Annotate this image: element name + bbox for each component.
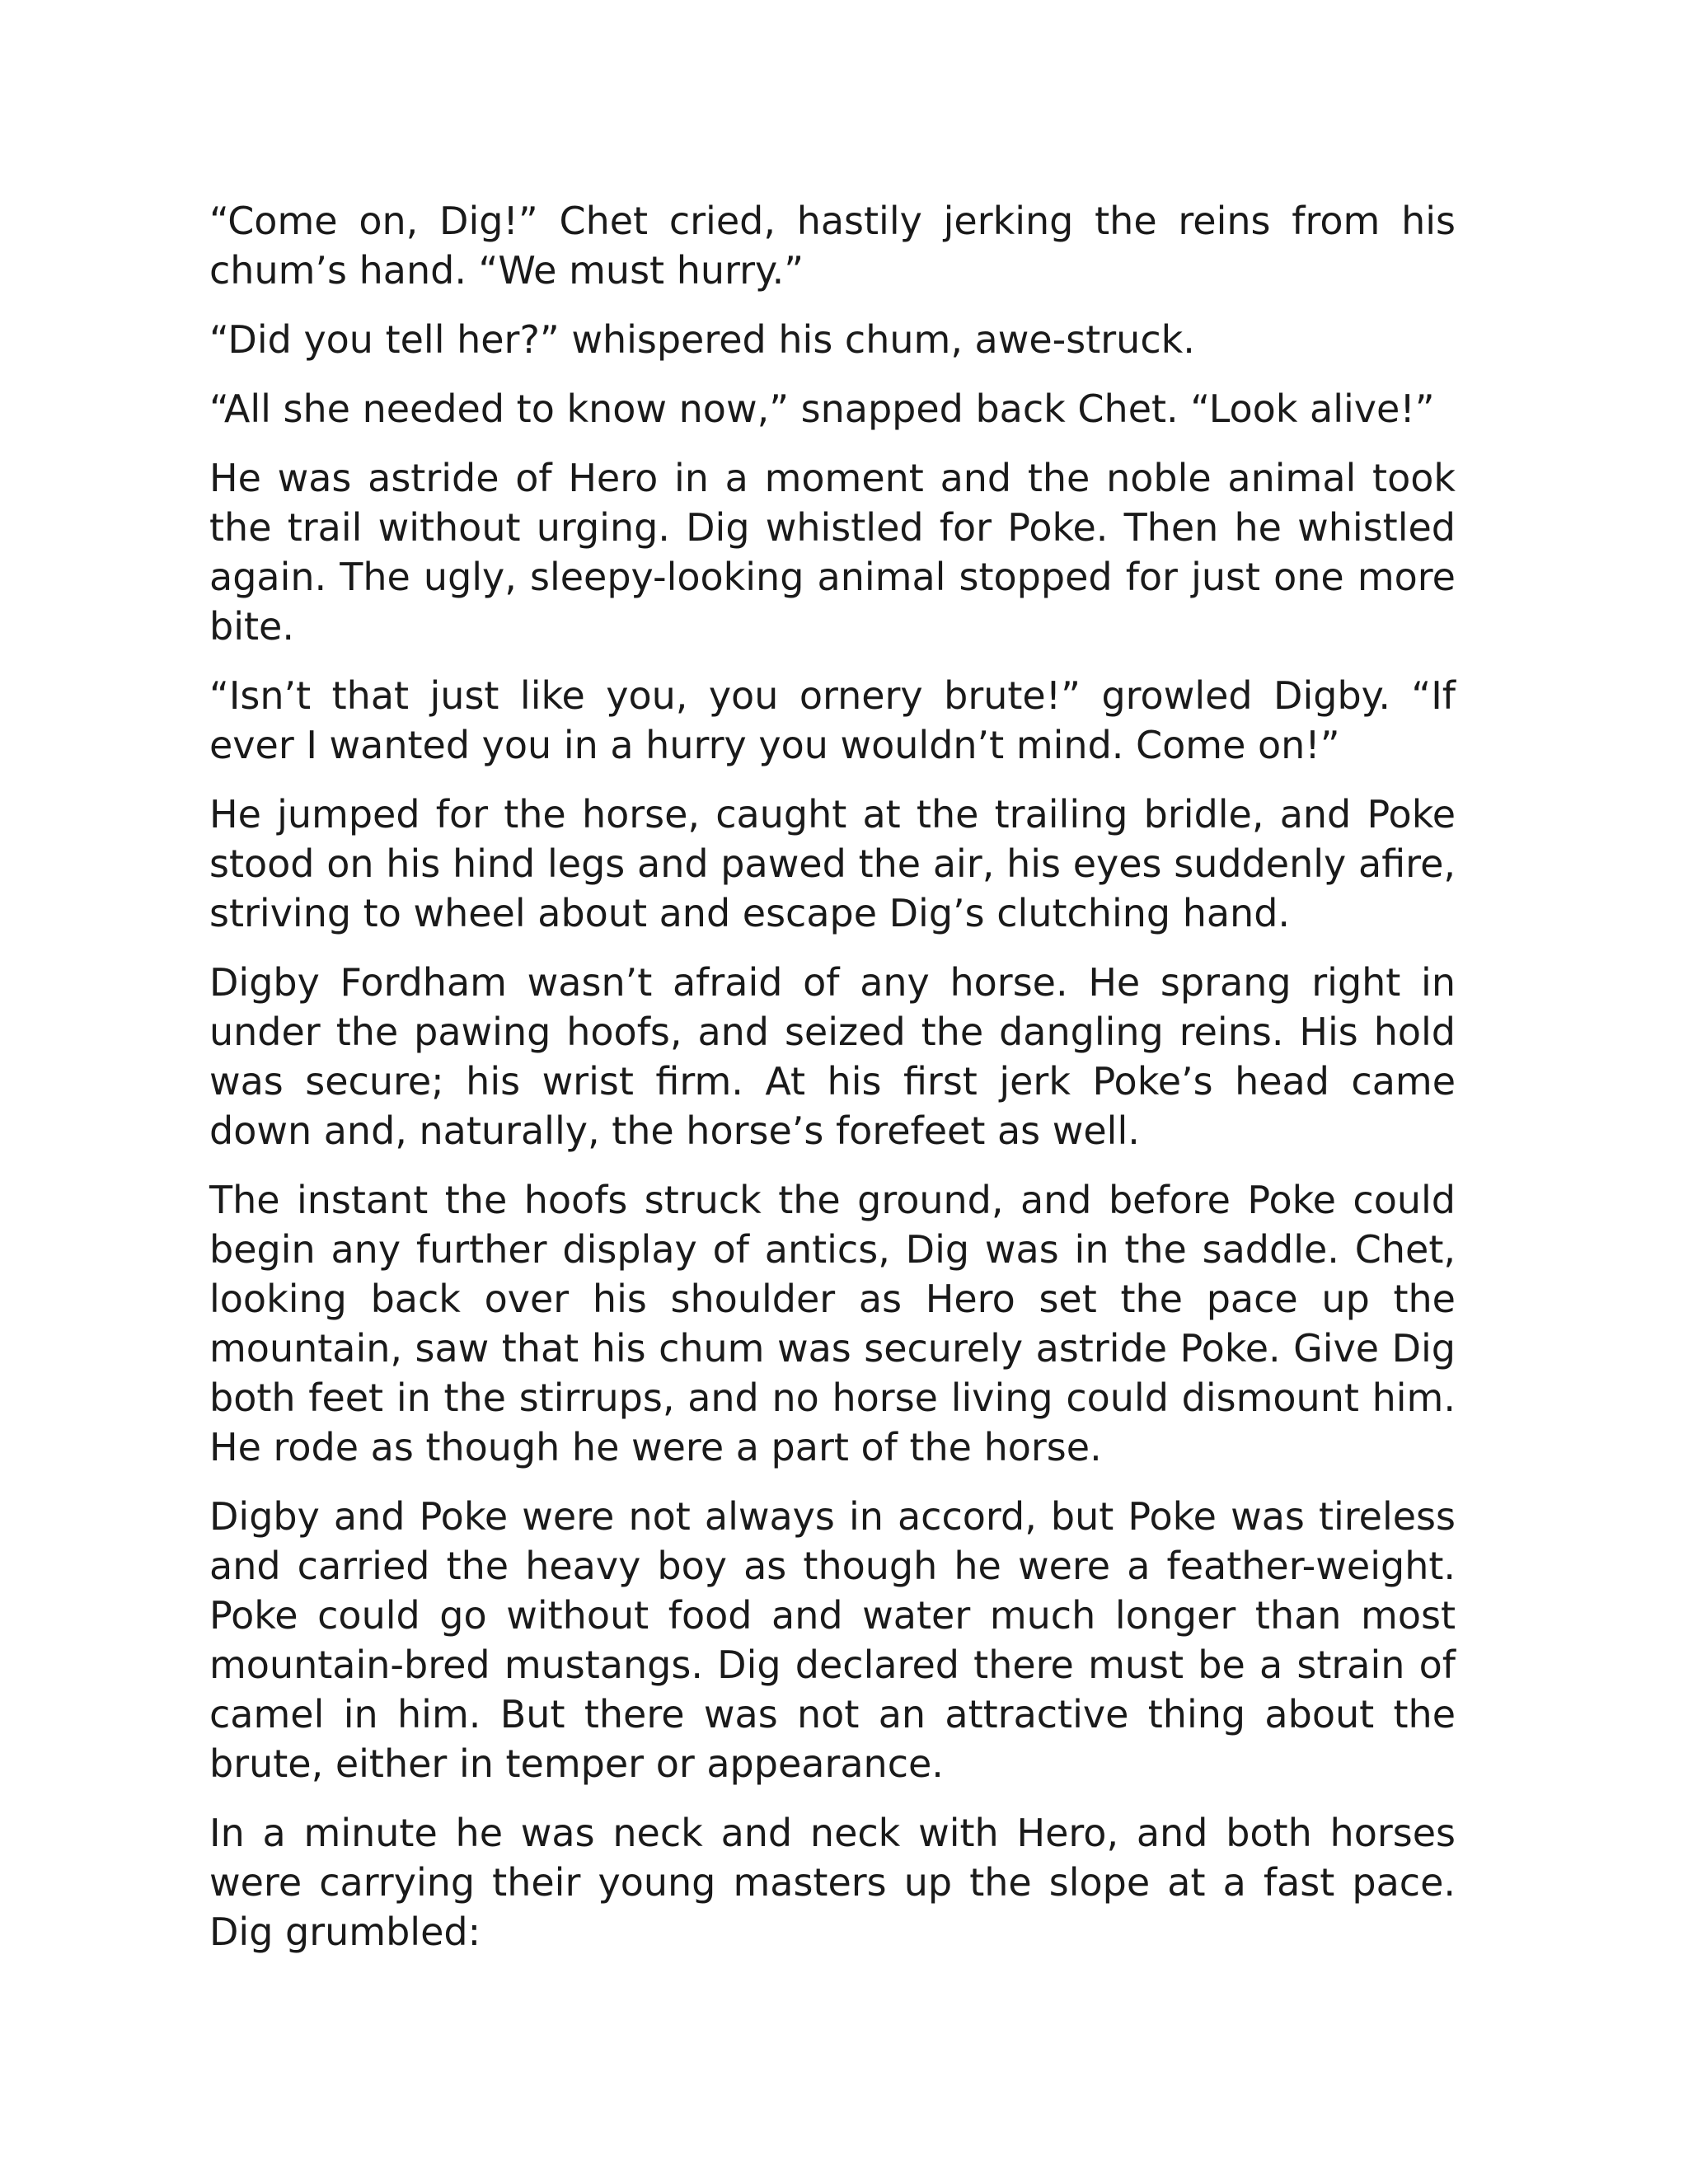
paragraph-9: Digby and Poke were not always in accord, but Poke was tireless and carried the heavy boy as though he were a feather-weight. Poke could go without food and water much longer than most mountain-bred mustangs. Dig declared there must be a strain of camel in him. But there was not an attractive thing about the brute, either in temper or appearance.	[209, 1494, 1456, 1786]
paragraph-1: “Come on, Dig!” Chet cried, hastily jerking the reins from his chum’s hand. “We must hurry.”	[209, 199, 1456, 293]
paragraph-3: “All she needed to know now,” snapped back Chet. “Look alive!”	[209, 387, 1435, 431]
paragraph-7: Digby Fordham wasn’t afraid of any horse. He sprang right in under the pawing hoofs, and seized the dangling reins. His hold was secure; his wrist firm. At his first jerk Poke’s head came down and, naturally, the horse’s forefeet as well.	[209, 960, 1456, 1153]
text-body	[209, 196, 1456, 1976]
paragraph-10: In a minute he was neck and neck with Hero, and both horses were carrying their young masters up the slope at a fast pace. Dig grumbled:	[209, 1811, 1456, 1954]
paragraph-4: He was astride of Hero in a moment and the noble animal took the trail without urging. Dig whistled for Poke. Then he whistled again. The ugly, sleepy-looking animal stopped for just one more bite.	[209, 456, 1456, 649]
paragraph-5: “Isn’t that just like you, you ornery brute!” growled Digby. “If ever I wanted you in a hurry you wouldn’t mind. Come on!”	[209, 673, 1456, 767]
paragraph-8: The instant the hoofs struck the ground, and before Poke could begin any further display of antics, Dig was in the saddle. Chet, looking back over his shoulder as Hero set the pace up the mountain, saw that his chum was securely astride Poke. Give Dig both feet in the stirrups, and no horse living could dismount him. He rode as though he were a part of the horse.	[209, 1178, 1456, 1469]
paragraph-6: He jumped for the horse, caught at the trailing bridle, and Poke stood on his hind legs and pawed the air, his eyes suddenly afire, striving to wheel about and escape Dig’s clutching hand.	[209, 792, 1456, 935]
paragraph-2: “Did you tell her?” whispered his chum, awe-struck.	[209, 317, 1195, 362]
